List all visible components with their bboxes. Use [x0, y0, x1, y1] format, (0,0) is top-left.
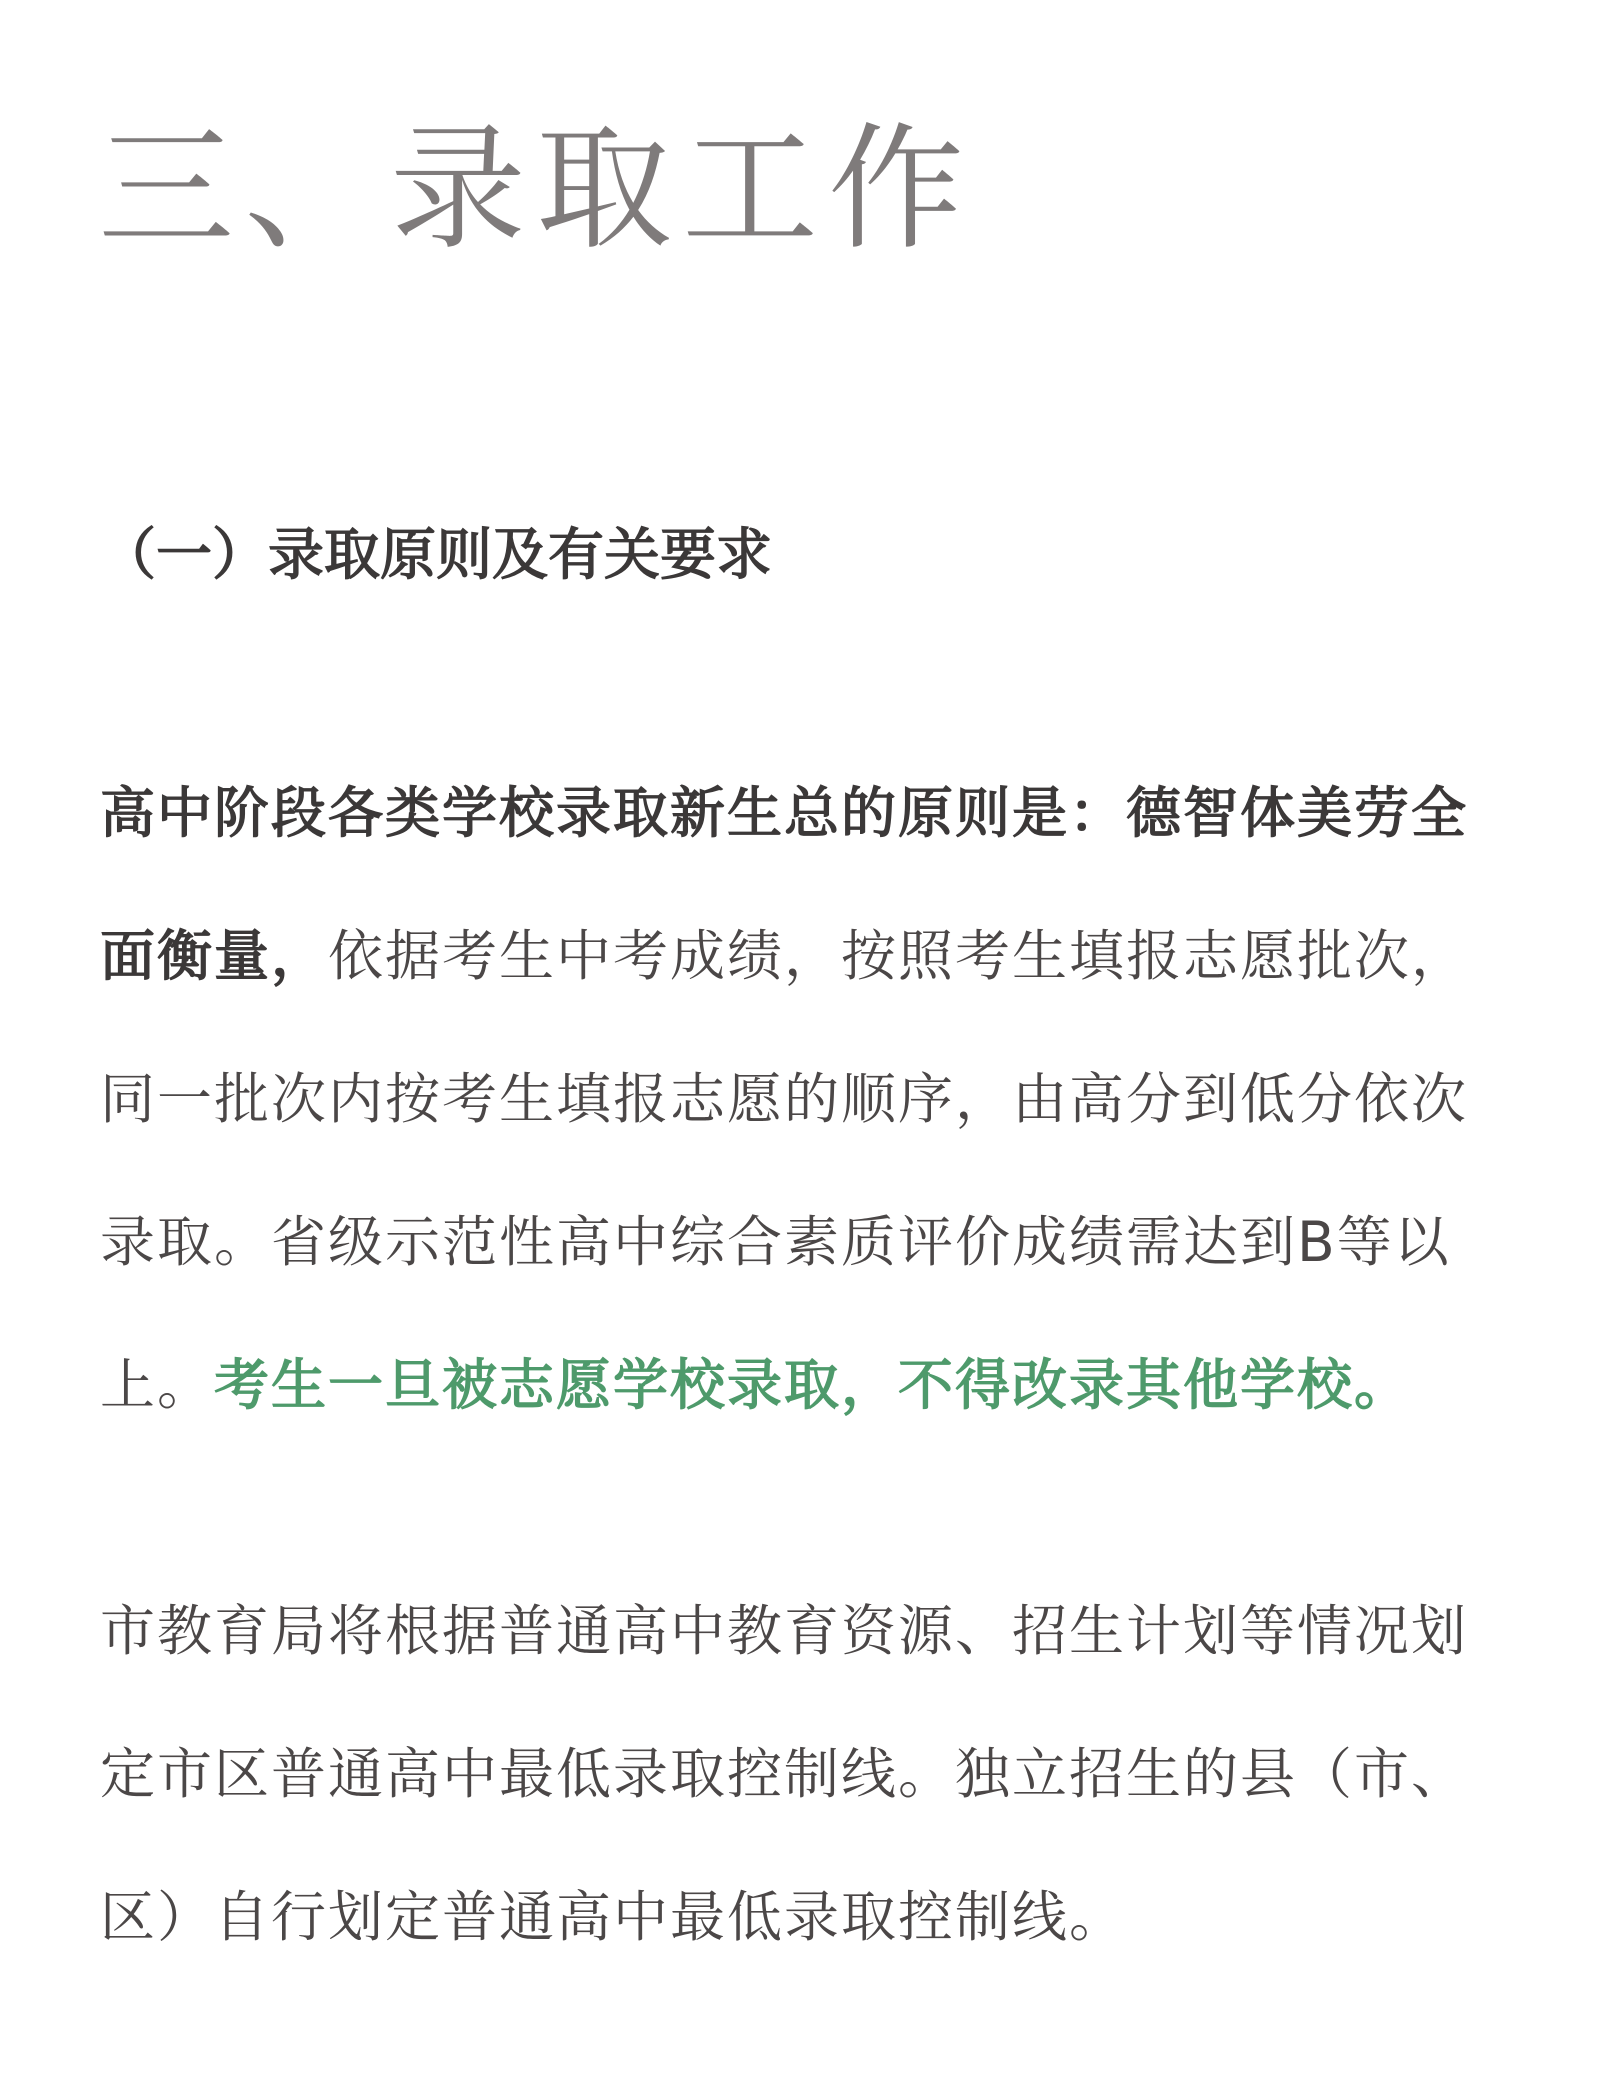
- page-title: 三、录取工作: [98, 111, 974, 269]
- admission-warning-highlight: 考生一旦被志愿学校录取，不得改录其他学校。: [214, 1353, 1412, 1417]
- principle-bold-lead: 高中阶段各类学校录取新生总的原则是：德智体美劳全面衡量，: [100, 781, 1469, 988]
- control-line-paragraph: 市教育局将根据普通高中教育资源、招生计划等情况划定市区普通高中最低录取控制线。独立招生的县（市、区）自行划定普通高中最低录取控制线。: [100, 1599, 1469, 1949]
- principle-body-text: 依据考生中考成绩，按照考生填报志愿批次，同一批次内按考生填报志愿的顺序，由高分到低分依次录取。省级示范性高中综合素质评价成绩需达到B等以上。: [100, 924, 1469, 1417]
- admission-principle-paragraph: [100, 742, 1505, 1457]
- section-heading: （一）录取原则及有关要求: [100, 523, 772, 588]
